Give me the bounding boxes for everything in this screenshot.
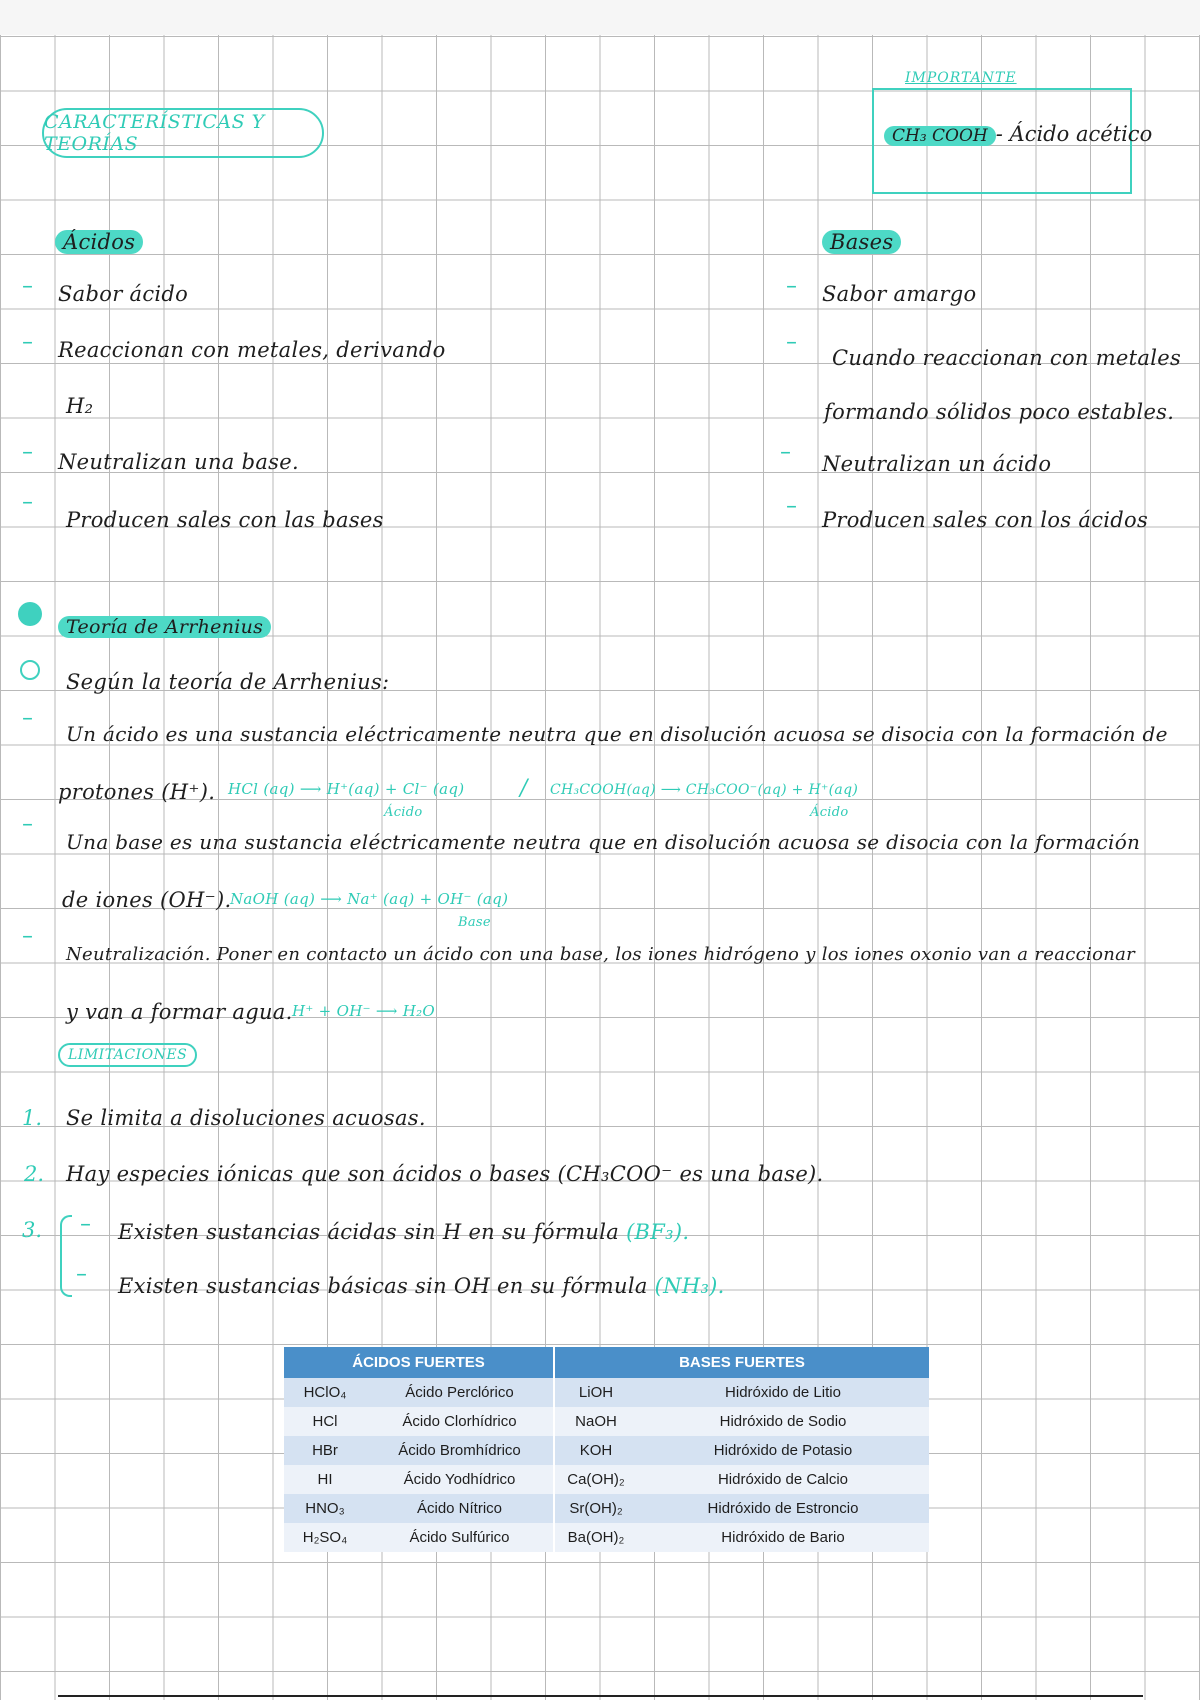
important-note [884, 122, 1152, 146]
dash-icon: – [76, 1262, 87, 1287]
dash-icon: – [22, 490, 33, 515]
acid-label: Ácido [810, 805, 849, 820]
base-definition-cont: de iones (OH⁻). [62, 888, 232, 912]
base-equation: NaOH (aq) ⟶ Na⁺ (aq) + OH⁻ (aq) [230, 890, 509, 908]
important-formula: CH₃ COOH [884, 126, 996, 146]
brace-icon [60, 1215, 72, 1297]
acid-formula: HClO₄ [284, 1378, 366, 1407]
acid-formula: HI [284, 1465, 366, 1494]
acid-equation-hcl: HCl (aq) ⟶ H⁺(aq) + Cl⁻ (aq) [228, 780, 465, 798]
dash-icon: – [22, 330, 33, 355]
base-name: Hidróxido de Estroncio [637, 1494, 929, 1523]
base-name: Hidróxido de Calcio [637, 1465, 929, 1494]
base-formula: NaOH [554, 1407, 637, 1436]
arrhenius-title: Teoría de Arrhenius [58, 614, 271, 638]
acid-equation-acetic: CH₃COOH(aq) ⟶ CH₃COO⁻(aq) + H⁺(aq) [550, 782, 859, 798]
acid-name: Ácido Sulfúrico [366, 1523, 554, 1552]
dash-icon: – [22, 706, 33, 731]
limitation-item: Existen sustancias básicas sin OH en su fórmula (NH₃). [118, 1274, 725, 1298]
filled-bullet-icon [18, 602, 42, 626]
dash-icon: – [22, 924, 33, 949]
list-number: 2. [24, 1162, 45, 1186]
acid-formula: HCl [284, 1407, 366, 1436]
important-label: IMPORTANTE [905, 70, 1017, 86]
base-formula: Ca(OH)₂ [554, 1465, 637, 1494]
base-item: Neutralizan un ácido [822, 452, 1052, 476]
dash-icon: – [786, 330, 797, 355]
important-text: - Ácido acético [995, 122, 1153, 146]
acid-formula: H₂SO₄ [284, 1523, 366, 1552]
acid-item: H₂ [66, 394, 94, 418]
table-row [284, 1465, 929, 1494]
acids-title: Ácidos [55, 230, 143, 254]
limitation-item: Se limita a disoluciones acuosas. [66, 1106, 426, 1130]
base-formula: Ba(OH)₂ [554, 1523, 637, 1552]
dash-icon: – [786, 494, 797, 519]
acid-name: Ácido Bromhídrico [366, 1436, 554, 1465]
base-item: formando sólidos poco estables. [824, 400, 1175, 424]
base-name: Hidróxido de Litio [637, 1378, 929, 1407]
base-name: Hidróxido de Sodio [637, 1407, 929, 1436]
page-title: CARACTERÍSTICAS Y TEORÍAS [42, 108, 324, 158]
neutralization-text-cont: y van a formar agua. [66, 1000, 293, 1024]
limitation-item: Hay especies iónicas que son ácidos o bases (CH₃COO⁻ es una base). [66, 1162, 824, 1186]
dash-icon: – [786, 274, 797, 299]
list-number: 1. [22, 1106, 43, 1130]
equation-separator: / [520, 776, 528, 801]
neutralization-text: Neutralización. Poner en contacto un ácido con una base, los iones hidrógeno y los iones oxonio van a reaccionar [66, 944, 1136, 965]
base-formula: LiOH [554, 1378, 637, 1407]
neutralization-equation: H⁺ + OH⁻ ⟶ H₂O [292, 1002, 436, 1020]
base-formula: Sr(OH)₂ [554, 1494, 637, 1523]
acid-definition: Un ácido es una sustancia eléctricamente neutra que en disolución acuosa se disocia con la formación de [66, 722, 1168, 746]
top-margin [0, 0, 1200, 35]
acid-name: Ácido Nítrico [366, 1494, 554, 1523]
table-row [284, 1523, 929, 1552]
table-row [284, 1436, 929, 1465]
acid-formula: HBr [284, 1436, 366, 1465]
base-label: Base [458, 915, 491, 930]
base-item: Producen sales con los ácidos [822, 508, 1149, 532]
table-header: BASES FUERTES [554, 1347, 929, 1378]
acid-definition-cont: protones (H⁺). [58, 780, 216, 804]
open-bullet-icon [20, 660, 40, 680]
dash-icon: – [22, 812, 33, 837]
dash-icon: – [22, 274, 33, 299]
bases-title: Bases [822, 230, 901, 254]
arrhenius-intro: Según la teoría de Arrhenius: [66, 670, 390, 694]
dash-icon: – [780, 440, 791, 465]
base-item: Cuando reaccionan con metales [832, 346, 1182, 370]
acid-name: Ácido Yodhídrico [366, 1465, 554, 1494]
dash-icon: – [22, 440, 33, 465]
base-name: Hidróxido de Bario [637, 1523, 929, 1552]
acid-item: Neutralizan una base. [58, 450, 299, 474]
base-item: Sabor amargo [822, 282, 977, 306]
acid-label: Ácido [384, 805, 423, 820]
base-name: Hidróxido de Potasio [637, 1436, 929, 1465]
limitations-title: LIMITACIONES [58, 1043, 197, 1067]
limitation-item: Existen sustancias ácidas sin H en su fórmula (BF₃). [118, 1220, 690, 1244]
base-definition: Una base es una sustancia eléctricamente neutra que en disolución acuosa se disocia con la formación [66, 830, 1141, 854]
acid-name: Ácido Clorhídrico [366, 1407, 554, 1436]
bottom-rule [58, 1695, 1143, 1697]
strong-acids-bases-table [284, 1347, 929, 1552]
acid-item: Producen sales con las bases [66, 508, 384, 532]
dash-icon: – [80, 1212, 91, 1237]
table-row [284, 1407, 929, 1436]
base-formula: KOH [554, 1436, 637, 1465]
table-header: ÁCIDOS FUERTES [284, 1347, 554, 1378]
acid-item: Sabor ácido [58, 282, 189, 306]
table-row [284, 1378, 929, 1407]
acid-item: Reaccionan con metales, derivando [58, 338, 446, 362]
table-row [284, 1494, 929, 1523]
list-number: 3. [22, 1218, 43, 1242]
acid-name: Ácido Perclórico [366, 1378, 554, 1407]
table-header-row [284, 1347, 929, 1378]
acid-formula: HNO₃ [284, 1494, 366, 1523]
